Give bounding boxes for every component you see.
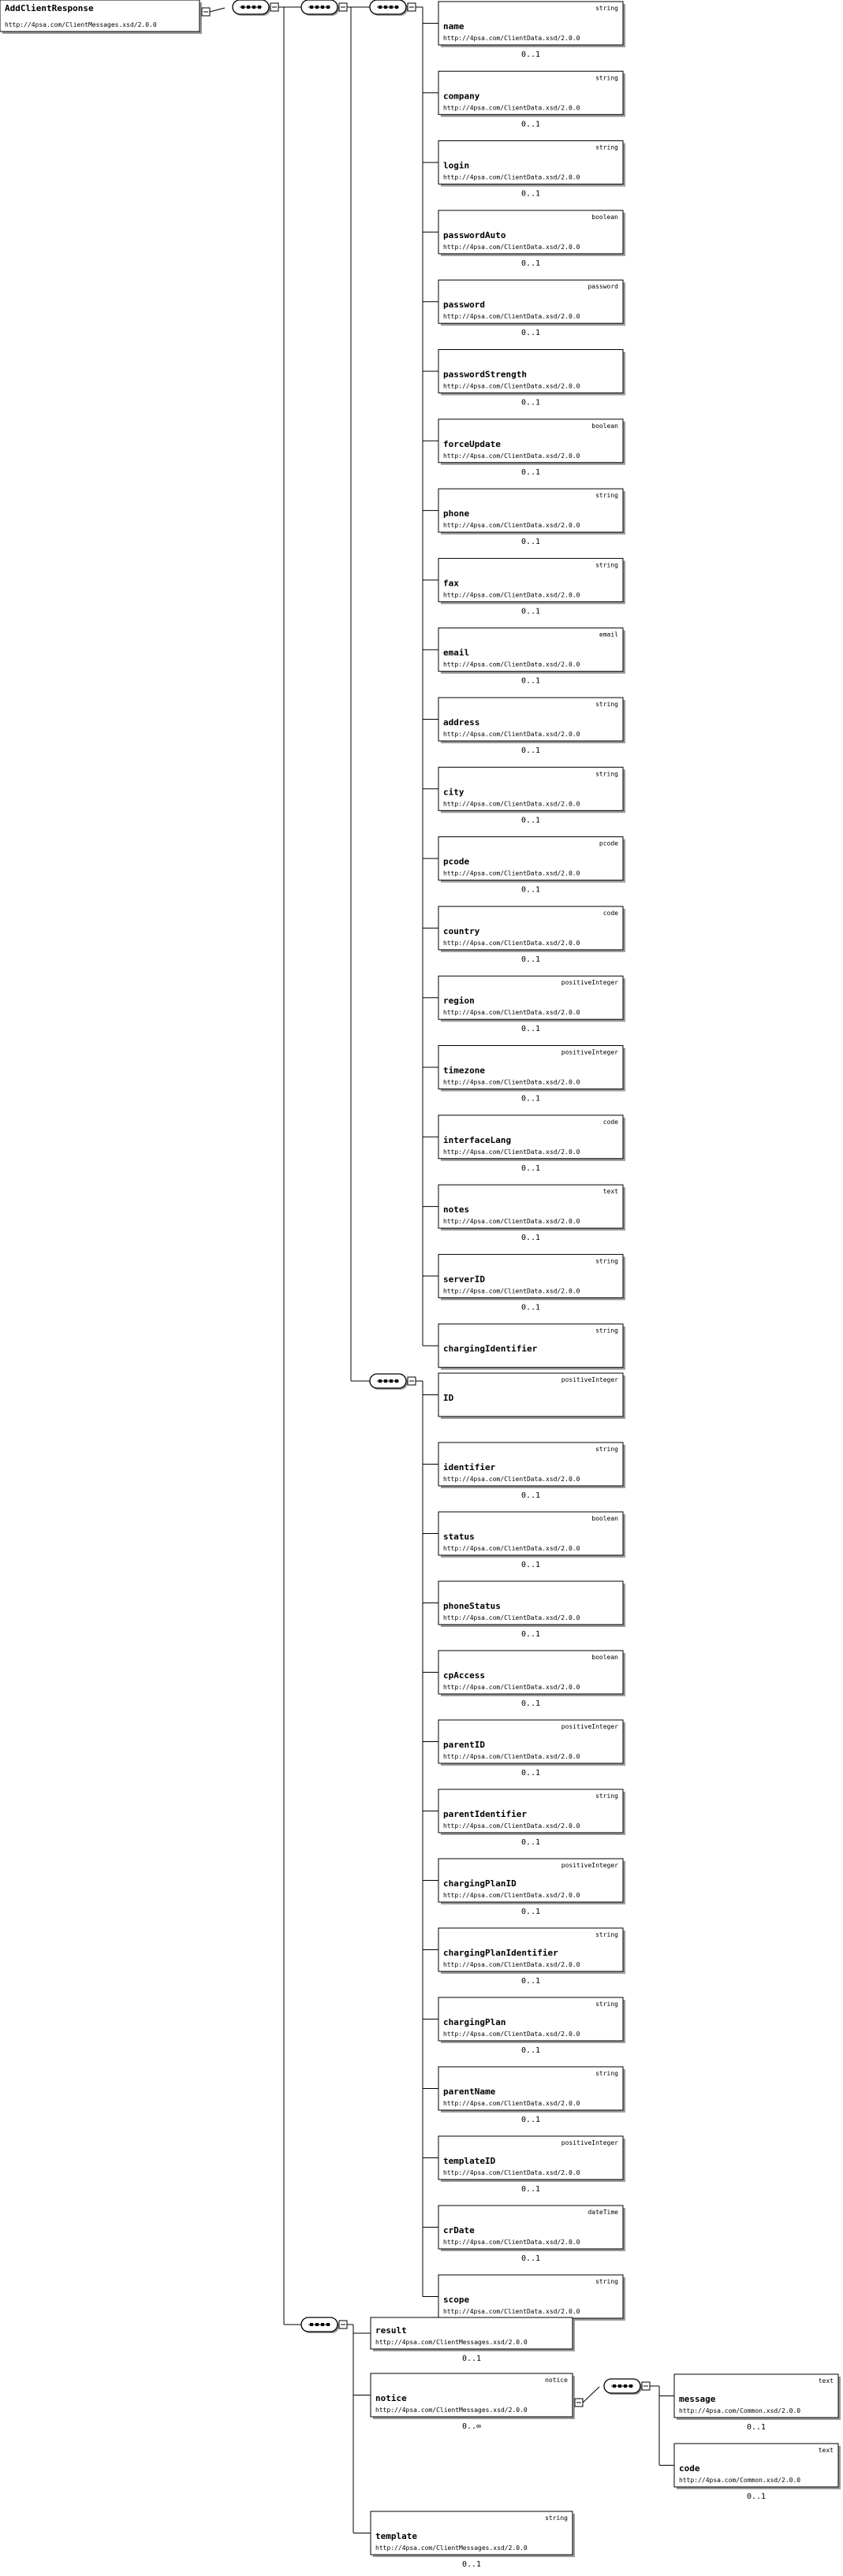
element-type-label: positiveInteger: [561, 2139, 618, 2146]
element-box-phoneStatus[interactable]: [438, 1581, 625, 1639]
element-name-label: interfaceLang: [443, 1134, 512, 1145]
element-box-phone[interactable]: [438, 489, 625, 546]
element-cardinality-label: 0..1: [461, 2560, 482, 2569]
element-type-label: pcode: [599, 839, 618, 847]
element-namespace-label: http://4psa.com/ClientMessages.xsd/2.0.0: [375, 2544, 528, 2552]
element-type-label: positiveInteger: [561, 1376, 618, 1383]
element-name-label: passwordAuto: [443, 229, 506, 240]
element-namespace-label: http://4psa.com/ClientMessages.xsd/2.0.0: [5, 21, 157, 28]
element-name-label: parentID: [443, 1740, 485, 1750]
collapse-toggle-icon[interactable]: [408, 3, 416, 11]
element-box-company[interactable]: [438, 71, 625, 128]
element-name-label: login: [443, 160, 470, 171]
element-box-identifier[interactable]: [438, 1442, 625, 1500]
element-cardinality-label: 0..1: [520, 1491, 541, 1500]
element-type-label: password: [587, 283, 618, 291]
element-namespace-label: http://4psa.com/ClientData.xsd/2.0.0: [443, 313, 580, 321]
element-type-label: string: [595, 1257, 618, 1265]
element-box-parentIdentifier[interactable]: [438, 1789, 625, 1847]
element-box-password[interactable]: [438, 280, 625, 337]
element-box-name[interactable]: [438, 2, 625, 59]
element-namespace-label: http://4psa.com/Common.xsd/2.0.0: [679, 2407, 801, 2414]
element-name-label: forceUpdate: [443, 438, 501, 449]
element-cardinality-label: 0..1: [520, 955, 541, 964]
element-name-label: ID: [443, 1393, 454, 1403]
element-name-label: fax: [443, 578, 459, 589]
element-name-label: status: [443, 1532, 475, 1542]
element-name-label: phone: [443, 508, 470, 519]
connector-line: [583, 2387, 599, 2403]
element-type-label: string: [545, 2515, 568, 2522]
element-box-templateID[interactable]: [438, 2136, 625, 2194]
element-type-label: positiveInteger: [561, 979, 618, 987]
element-cardinality-label: 0..1: [520, 538, 541, 547]
element-namespace-label: http://4psa.com/ClientData.xsd/2.0.0: [443, 1614, 580, 1621]
element-namespace-label: http://4psa.com/ClientData.xsd/2.0.0: [443, 1218, 580, 1226]
element-type-label: notice: [545, 2377, 568, 2384]
element-type-label: string: [595, 5, 618, 12]
element-type-label: string: [595, 1931, 618, 1938]
element-name-label: password: [443, 300, 485, 311]
element-cardinality-label: 0..1: [520, 2185, 541, 2194]
element-box-login[interactable]: [438, 141, 625, 199]
element-cardinality-label: 0..1: [520, 1234, 541, 1243]
element-namespace-label: http://4psa.com/ClientData.xsd/2.0.0: [443, 35, 580, 42]
element-name-label: country: [443, 925, 480, 936]
element-name-label: crDate: [443, 2225, 475, 2235]
element-type-label: string: [595, 74, 618, 82]
element-box-serverID[interactable]: [438, 1254, 625, 1312]
element-box-message[interactable]: [674, 2374, 841, 2432]
element-namespace-label: http://4psa.com/ClientData.xsd/2.0.0: [443, 173, 580, 181]
element-namespace-label: http://4psa.com/ClientData.xsd/2.0.0: [443, 731, 580, 738]
element-name-label: pcode: [443, 856, 470, 867]
element-name-label: region: [443, 996, 475, 1007]
element-name-label: template: [375, 2531, 417, 2541]
element-box-status[interactable]: [438, 1512, 625, 1569]
element-name-label: chargingPlanIdentifier: [443, 1948, 558, 1958]
element-cardinality-label: 0..1: [520, 1025, 541, 1034]
element-name-label: scope: [443, 2295, 470, 2305]
element-namespace-label: http://4psa.com/ClientData.xsd/2.0.0: [443, 452, 580, 460]
element-type-label: positiveInteger: [561, 1862, 618, 1869]
element-name-label: name: [443, 21, 464, 32]
element-namespace-label: http://4psa.com/ClientData.xsd/2.0.0: [443, 104, 580, 112]
element-name-label: cpAccess: [443, 1670, 485, 1681]
element-type-label: string: [595, 2001, 618, 2008]
element-cardinality-label: 0..1: [520, 189, 541, 199]
element-namespace-label: http://4psa.com/ClientData.xsd/2.0.0: [443, 869, 580, 877]
element-namespace-label: http://4psa.com/ClientMessages.xsd/2.0.0: [375, 2407, 528, 2414]
collapse-toggle-icon[interactable]: [270, 3, 278, 11]
element-type-label: boolean: [591, 422, 618, 430]
element-cardinality-label: 0..1: [520, 1561, 541, 1569]
element-cardinality-label: 0..1: [520, 2116, 541, 2124]
element-namespace-label: http://4psa.com/ClientData.xsd/2.0.0: [443, 2308, 580, 2315]
element-type-label: code: [602, 1118, 618, 1126]
element-namespace-label: http://4psa.com/ClientData.xsd/2.0.0: [443, 1009, 580, 1017]
element-name-label: phoneStatus: [443, 1601, 501, 1611]
element-namespace-label: http://4psa.com/ClientData.xsd/2.0.0: [443, 591, 580, 599]
element-box-city[interactable]: [438, 767, 625, 825]
element-box-result[interactable]: [371, 2317, 575, 2363]
element-cardinality-label: 0..1: [520, 2046, 541, 2055]
element-box-AddClientResponse[interactable]: [0, 0, 202, 34]
element-box-crDate[interactable]: [438, 2206, 625, 2263]
element-name-label: message: [679, 2394, 716, 2404]
element-type-label: code: [602, 909, 618, 917]
element-type-label: string: [595, 1327, 618, 1335]
collapse-toggle-icon[interactable]: [575, 2399, 583, 2407]
sequence-compositor-icon[interactable]: [370, 0, 408, 16]
element-cardinality-label: 0..1: [746, 2492, 767, 2501]
element-cardinality-label: 0..1: [520, 1094, 541, 1104]
element-box-passwordStrength[interactable]: [438, 350, 625, 408]
element-namespace-label: http://4psa.com/ClientData.xsd/2.0.0: [443, 1078, 580, 1086]
element-cardinality-label: 0..∞: [461, 2422, 482, 2431]
element-box-parentName[interactable]: [438, 2067, 625, 2124]
element-cardinality-label: 0..1: [520, 1977, 541, 1986]
element-namespace-label: http://4psa.com/ClientData.xsd/2.0.0: [443, 1961, 580, 1968]
element-name-label: email: [443, 647, 470, 658]
element-cardinality-label: 0..1: [520, 1838, 541, 1847]
element-type-label: string: [595, 701, 618, 708]
collapse-toggle-icon[interactable]: [339, 3, 347, 11]
element-namespace-label: http://4psa.com/ClientData.xsd/2.0.0: [443, 1287, 580, 1295]
sequence-compositor-icon[interactable]: [604, 2379, 642, 2395]
element-name-label: AddClientResponse: [5, 3, 94, 13]
element-box-cpAccess[interactable]: [438, 1651, 625, 1708]
element-box-timezone[interactable]: [438, 1046, 625, 1104]
element-type-label: boolean: [591, 1515, 618, 1522]
element-type-label: string: [595, 1792, 618, 1800]
element-namespace-label: http://4psa.com/ClientMessages.xsd/2.0.0: [375, 2339, 528, 2346]
element-cardinality-label: 0..1: [520, 2254, 541, 2263]
element-type-label: string: [595, 1446, 618, 1453]
element-name-label: company: [443, 91, 480, 102]
element-type-label: text: [602, 1188, 618, 1196]
element-type-label: string: [595, 561, 618, 569]
sequence-compositor-icon[interactable]: [370, 1374, 408, 1390]
element-type-label: string: [595, 2070, 618, 2077]
element-namespace-label: http://4psa.com/ClientData.xsd/2.0.0: [443, 1684, 580, 1691]
connector-line: [210, 8, 225, 12]
element-cardinality-label: 0..1: [520, 816, 541, 825]
element-type-label: string: [595, 492, 618, 500]
element-name-label: passwordStrength: [443, 369, 527, 380]
element-name-label: chargingPlanID: [443, 1878, 517, 1889]
element-cardinality-label: 0..1: [520, 885, 541, 895]
sequence-compositor-icon[interactable]: [233, 0, 270, 16]
element-type-label: text: [818, 2447, 834, 2454]
element-namespace-label: http://4psa.com/ClientData.xsd/2.0.0: [443, 661, 580, 668]
element-namespace-label: http://4psa.com/ClientData.xsd/2.0.0: [443, 1148, 580, 1156]
element-name-label: address: [443, 717, 480, 728]
element-cardinality-label: 0..1: [520, 1630, 541, 1639]
element-cardinality-label: 0..1: [520, 398, 541, 408]
element-cardinality-label: 0..1: [520, 1163, 541, 1173]
element-name-label: serverID: [443, 1274, 485, 1285]
element-namespace-label: http://4psa.com/ClientData.xsd/2.0.0: [443, 1822, 580, 1830]
element-type-label: boolean: [591, 1654, 618, 1661]
element-name-label: parentName: [443, 2086, 496, 2097]
element-namespace-label: http://4psa.com/Common.xsd/2.0.0: [679, 2477, 801, 2484]
element-namespace-label: http://4psa.com/ClientData.xsd/2.0.0: [443, 1545, 580, 1552]
element-cardinality-label: 0..1: [520, 467, 541, 477]
element-name-label: city: [443, 787, 464, 798]
element-namespace-label: http://4psa.com/ClientData.xsd/2.0.0: [443, 2100, 580, 2107]
element-box-region[interactable]: [438, 976, 625, 1033]
element-box-passwordAuto[interactable]: [438, 210, 625, 268]
element-cardinality-label: 0..1: [520, 1769, 541, 1778]
element-box-notes[interactable]: [438, 1185, 625, 1242]
element-type-label: string: [595, 143, 618, 151]
element-box-fax[interactable]: [438, 558, 625, 616]
element-namespace-label: http://4psa.com/ClientData.xsd/2.0.0: [443, 1476, 580, 1483]
element-namespace-label: http://4psa.com/ClientData.xsd/2.0.0: [443, 1753, 580, 1760]
element-type-label: text: [818, 2377, 834, 2384]
collapse-toggle-icon[interactable]: [339, 2321, 347, 2328]
element-name-label: result: [375, 2325, 407, 2336]
element-name-label: notice: [375, 2393, 407, 2403]
element-box-notice[interactable]: [371, 2373, 575, 2431]
element-box-chargingPlanID[interactable]: [438, 1859, 625, 1916]
element-box-code[interactable]: [674, 2444, 841, 2501]
element-namespace-label: http://4psa.com/ClientData.xsd/2.0.0: [443, 382, 580, 390]
element-name-label: parentIdentifier: [443, 1809, 527, 1819]
element-box-email[interactable]: [438, 628, 625, 686]
element-type-label: string: [595, 770, 618, 778]
element-name-label: identifier: [443, 1462, 496, 1472]
element-cardinality-label: 0..1: [520, 1908, 541, 1916]
element-box-interfaceLang[interactable]: [438, 1115, 625, 1173]
element-type-label: positiveInteger: [561, 1048, 618, 1056]
element-namespace-label: http://4psa.com/ClientData.xsd/2.0.0: [443, 522, 580, 530]
collapse-toggle-icon[interactable]: [408, 1377, 416, 1385]
element-cardinality-label: 0..1: [520, 120, 541, 129]
element-box-template[interactable]: [371, 2511, 575, 2569]
element-cardinality-label: 0..1: [520, 1699, 541, 1708]
element-cardinality-label: 0..1: [520, 746, 541, 755]
element-namespace-label: http://4psa.com/ClientData.xsd/2.0.0: [443, 1892, 580, 1899]
element-name-label: templateID: [443, 2156, 496, 2166]
element-box-chargingPlan[interactable]: [438, 1997, 625, 2055]
sequence-compositor-icon[interactable]: [301, 0, 339, 16]
element-namespace-label: http://4psa.com/ClientData.xsd/2.0.0: [443, 800, 580, 808]
element-type-label: email: [599, 631, 618, 638]
element-name-label: timezone: [443, 1065, 485, 1076]
element-cardinality-label: 0..1: [746, 2423, 767, 2432]
collapse-toggle-icon[interactable]: [642, 2382, 650, 2390]
element-namespace-label: http://4psa.com/ClientData.xsd/2.0.0: [443, 2169, 580, 2176]
element-box-address[interactable]: [438, 698, 625, 755]
element-namespace-label: http://4psa.com/ClientData.xsd/2.0.0: [443, 2031, 580, 2038]
element-name-label: notes: [443, 1204, 470, 1215]
element-cardinality-label: 0..1: [520, 50, 541, 59]
element-cardinality-label: 0..1: [520, 1303, 541, 1312]
element-type-label: string: [595, 2278, 618, 2285]
element-box-pcode[interactable]: [438, 837, 625, 895]
element-cardinality-label: 0..1: [461, 2355, 482, 2363]
collapse-toggle-icon[interactable]: [202, 8, 210, 16]
element-namespace-label: http://4psa.com/ClientData.xsd/2.0.0: [443, 939, 580, 947]
element-box-parentID[interactable]: [438, 1720, 625, 1778]
element-type-label: boolean: [591, 213, 618, 221]
element-cardinality-label: 0..1: [520, 676, 541, 686]
element-box-ID[interactable]: [438, 1373, 625, 1419]
element-name-label: chargingIdentifier: [443, 1343, 538, 1354]
element-namespace-label: http://4psa.com/ClientData.xsd/2.0.0: [443, 2239, 580, 2246]
element-namespace-label: http://4psa.com/ClientData.xsd/2.0.0: [443, 243, 580, 251]
element-name-label: chargingPlan: [443, 2017, 506, 2027]
element-type-label: dateTime: [587, 2209, 618, 2216]
element-cardinality-label: 0..1: [520, 259, 541, 268]
sequence-compositor-icon[interactable]: [301, 2317, 339, 2333]
element-cardinality-label: 0..1: [520, 329, 541, 338]
element-box-forceUpdate[interactable]: [438, 419, 625, 477]
element-cardinality-label: 0..1: [520, 607, 541, 616]
element-box-chargingPlanIdentifier[interactable]: [438, 1928, 625, 1986]
element-type-label: positiveInteger: [561, 1723, 618, 1730]
element-box-country[interactable]: [438, 906, 625, 964]
element-name-label: code: [679, 2463, 700, 2474]
